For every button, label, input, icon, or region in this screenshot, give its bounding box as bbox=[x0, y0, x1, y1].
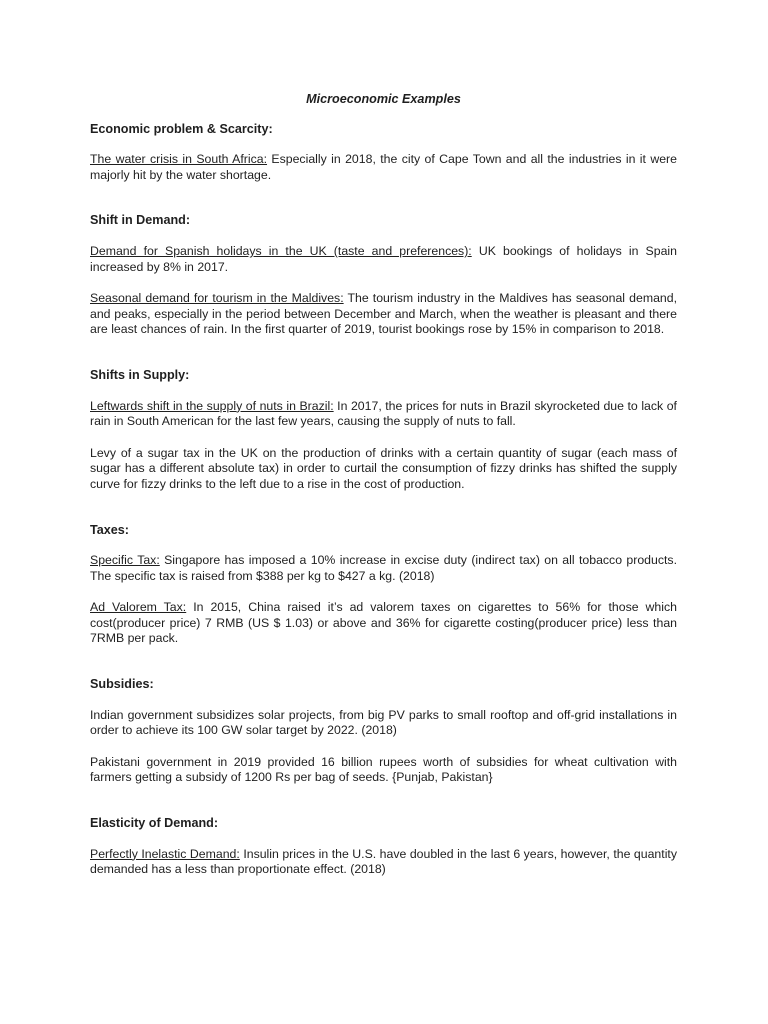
paragraph bbox=[90, 291, 677, 338]
section-heading: Economic problem & Scarcity: bbox=[90, 121, 273, 136]
section-heading: Subsidies: bbox=[90, 677, 154, 692]
paragraph bbox=[90, 755, 677, 786]
paragraph-lead: Perfectly Inelastic Demand: bbox=[90, 846, 240, 861]
paragraph-text: Levy of a sugar tax in the UK on the production of drinks with a certain quantity of sugar (each mass of sugar has a different absolute tax) in order to curtail the consumption of fizzy drinks has shifted the supply curve for fizzy drinks to the left due to a rise in the cost of production. bbox=[90, 445, 677, 491]
paragraph-lead: Ad Valorem Tax: bbox=[90, 600, 187, 615]
section-heading: Shifts in Supply: bbox=[90, 367, 190, 382]
paragraph-lead: Specific Tax: bbox=[90, 553, 160, 568]
paragraph-text: Especially in 2018, the city of Cape Town and all the industries in it were majorly hit by the water shortage. bbox=[90, 152, 677, 182]
paragraph-text: UK bookings of holidays in Spain increased by 8% in 2017. bbox=[90, 243, 677, 274]
paragraph-text: In 2015, China raised it’s ad valorem taxes on cigarettes to 56% for those which cost(producer price) 7 RMB (US $ 1.03) or above and 36% for cigarette costing(producer price) less than 7RMB per pack. bbox=[90, 600, 677, 646]
paragraph-lead: The water crisis in South Africa: bbox=[90, 152, 268, 167]
paragraph-text: Indian government subsidizes solar projects, from big PV parks to small rooftop and off-grid installations in order to achieve its 100 GW solar target by 2022. (2018) bbox=[90, 707, 677, 738]
paragraph-text: Insulin prices in the U.S. have doubled in the last 6 years, however, the quantity demanded has a less than proportionate effect. (2018) bbox=[90, 846, 677, 877]
paragraph-text: Pakistani government in 2019 provided 16 billion rupees worth of subsidies for wheat cultivation with farmers getting a subsidy of 1200 Rs per bag of seeds. {Punjab, Pakistan} bbox=[90, 754, 677, 785]
paragraph-lead: Leftwards shift in the supply of nuts in Brazil: bbox=[90, 398, 334, 413]
section-heading: Elasticity of Demand: bbox=[90, 816, 219, 831]
paragraph bbox=[90, 152, 677, 183]
paragraph bbox=[90, 244, 677, 275]
paragraph bbox=[90, 399, 677, 430]
paragraph bbox=[90, 600, 677, 647]
section-heading: Taxes: bbox=[90, 522, 129, 537]
paragraph bbox=[90, 708, 677, 739]
paragraph-text: Singapore has imposed a 10% increase in excise duty (indirect tax) on all tobacco products. The specific tax is raised from $388 per kg to $427 a kg. (2018) bbox=[90, 553, 677, 583]
paragraph bbox=[90, 847, 677, 878]
paragraph-lead: Seasonal demand for tourism in the Maldives: bbox=[90, 291, 344, 306]
paragraph bbox=[90, 553, 677, 584]
document-page bbox=[90, 92, 677, 894]
document-title: Microeconomic Examples bbox=[306, 92, 461, 106]
paragraph-lead: Demand for Spanish holidays in the UK (taste and preferences): bbox=[90, 243, 472, 258]
paragraph-text: The tourism industry in the Maldives has seasonal demand, and peaks, especially in the period between December and March, when the weather is pleasant and there are least chances of rain. In the first quarter of 2019, tourist bookings rose by 15% in comparison to 2018. bbox=[90, 291, 677, 337]
paragraph-text: In 2017, the prices for nuts in Brazil skyrocketed due to lack of rain in South American for the last few years, causing the supply of nuts to fall. bbox=[90, 398, 677, 429]
paragraph bbox=[90, 446, 677, 493]
section-heading: Shift in Demand: bbox=[90, 213, 191, 228]
